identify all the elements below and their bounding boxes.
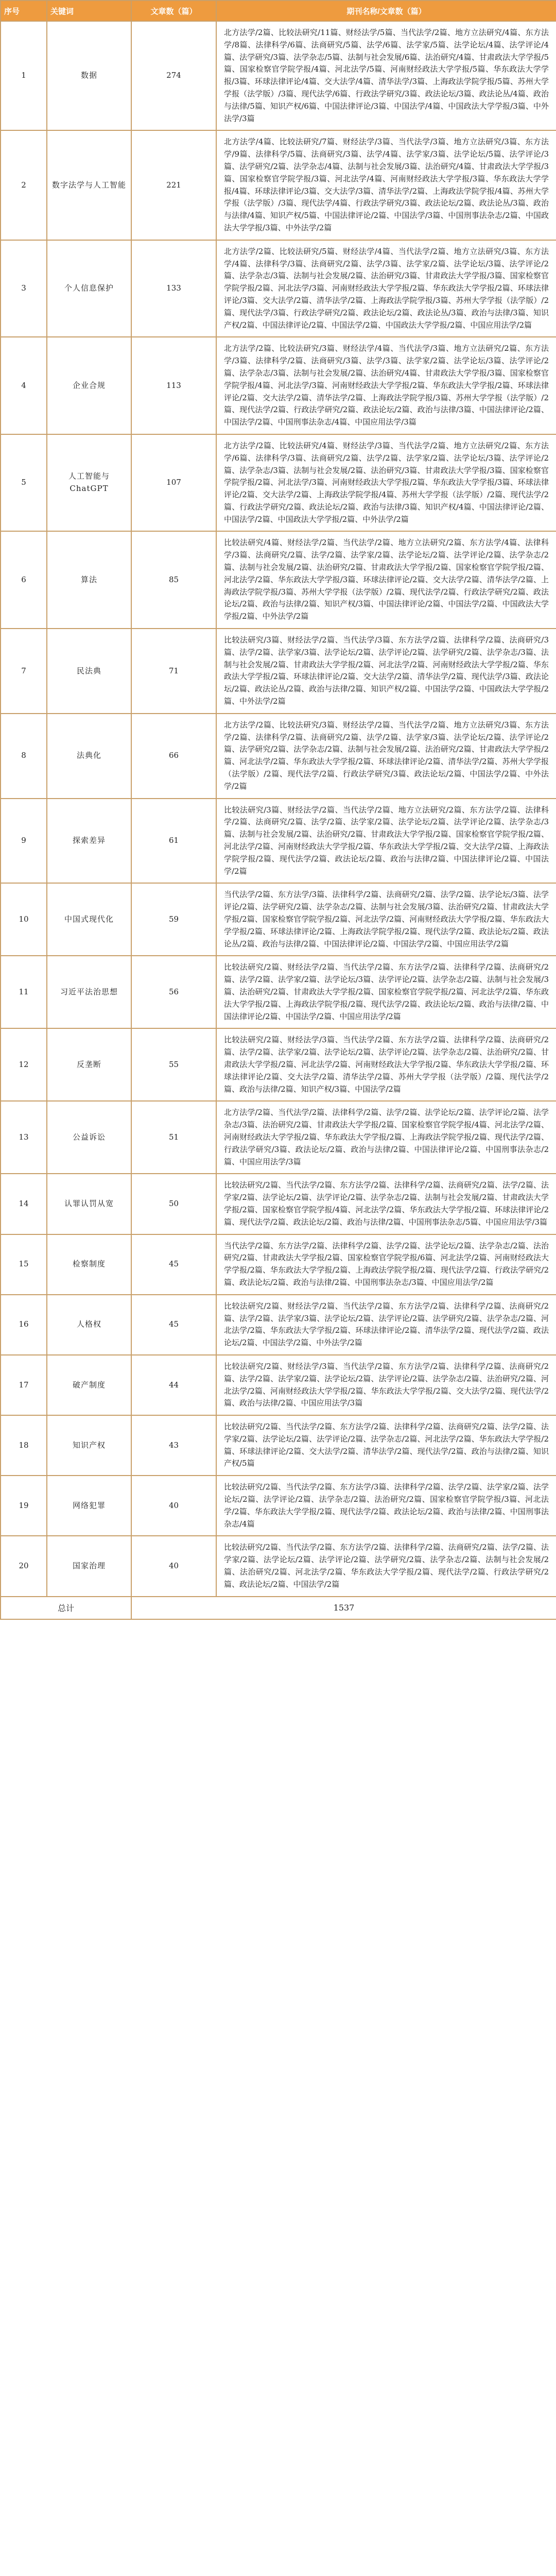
row-journal-list: 比较法研究/2篇、当代法学/2篇、东方法学/2篇、法律科学/2篇、法商研究/2篇、法学/2篇、法学家/2篇、法学论坛/2篇、法学评论/2篇、法学研究/2篇、法学杂志/2篇、法制与社会发展/2篇、法治研究/2篇、河北法学/2篇、华东政法大学学报/2篇、现代法学/2篇、行政法学研究/2篇、政法论坛/2篇、中国法学/2篇 (216, 1536, 556, 1596)
table-row (1, 714, 556, 799)
row-keyword: 认罪认罚从宽 (47, 1174, 131, 1234)
row-article-count: 133 (131, 240, 216, 337)
table-row (1, 240, 556, 337)
row-index: 3 (1, 240, 47, 337)
table-row (1, 1355, 556, 1415)
row-keyword: 网络犯罪 (47, 1476, 131, 1536)
row-journal-list: 比较法研究/3篇、财经法学/2篇、当代法学/3篇、东方法学/2篇、法律科学/2篇、法商研究/3篇、法学/2篇、法学家/3篇、法学论坛/2篇、法学评论/2篇、法学研究/2篇、法学杂志/3篇、法制与社会发展/2篇、甘肃政法大学学报/2篇、河北法学/2篇、河南财经政法大学学报/2篇、华东政法大学学报/2篇、环球法律评论/2篇、交大法学/2篇、清华法学/2篇、现代法学/3篇、政法论坛/2篇、政法论丛/2篇、政治与法律/2篇、知识产权/2篇、中国法学/2篇、中国政法大学学报/2篇、中外法学/2篇 (216, 629, 556, 714)
row-journal-list: 比较法研究/3篇、财经法学/2篇、当代法学/2篇、地方立法研究/2篇、东方法学/2篇、法律科学/2篇、法商研究/2篇、法学/2篇、法学家/2篇、法学论坛/2篇、法学评论/2篇、法学杂志/3篇、法制与社会发展/2篇、法治研究/2篇、甘肃政法大学学报/2篇、国家检察官学院学报/2篇、河北法学/2篇、河南财经政法大学学报/2篇、华东政法大学学报/2篇、交大法学/2篇、上海政法学院学报/2篇、现代法学/2篇、政法论坛/2篇、政治与法律/2篇、中国法律评论/2篇、中国法学/2篇 (216, 799, 556, 884)
row-journal-list: 北方法学/4篇、比较法研究/7篇、财经法学/3篇、当代法学/3篇、地方立法研究/3篇、东方法学/9篇、法律科学/5篇、法商研究/3篇、法学/4篇、法学家/3篇、法学论坛/5篇、法学评论/3篇、法学研究/2篇、法学杂志/4篇、法制与社会发展/3篇、法治研究/4篇、甘肃政法大学学报/3篇、国家检察官学院学报/3篇、河北法学/4篇、河南财经政法大学学报/3篇、华东政法大学学报/4篇、环球法律评论/3篇、交大法学/3篇、清华法学/2篇、上海政法学院学报/4篇、苏州大学学报（法学版）/3篇、现代法学/4篇、行政法学研究/3篇、政法论坛/2篇、政法论丛/3篇、政治与法律/4篇、知识产权/5篇、中国法律评论/2篇、中国法学/3篇、中国刑事法杂志/2篇、中国政法大学学报/3篇、中外法学/2篇 (216, 130, 556, 240)
row-article-count: 43 (131, 1415, 216, 1476)
row-journal-list: 北方法学/2篇、比较法研究/5篇、财经法学/4篇、当代法学/2篇、地方立法研究/3篇、东方法学/4篇、法律科学/3篇、法商研究/2篇、法学/3篇、法学家/2篇、法学论坛/3篇、法学评论/2篇、法学杂志/3篇、法制与社会发展/2篇、法治研究/3篇、甘肃政法大学学报/3篇、国家检察官学院学报/2篇、河北法学/3篇、河南财经政法大学学报/2篇、华东政法大学学报/2篇、环球法律评论/3篇、交大法学/2篇、清华法学/2篇、上海政法学院学报/3篇、苏州大学学报（法学版）/2篇、现代法学/3篇、行政法学研究/2篇、政法论坛/2篇、政法论丛/3篇、政治与法律/3篇、知识产权/2篇、中国法律评论/2篇、中国法学/2篇、中国政法大学学报/2篇、中国应用法学/2篇 (216, 240, 556, 337)
row-article-count: 45 (131, 1295, 216, 1355)
row-keyword: 人格权 (47, 1295, 131, 1355)
table-row (1, 1234, 556, 1295)
table-row (1, 629, 556, 714)
row-keyword: 国家治理 (47, 1536, 131, 1596)
row-article-count: 71 (131, 629, 216, 714)
row-journal-list: 比较法研究/2篇、当代法学/2篇、东方法学/2篇、法律科学/2篇、法商研究/2篇、法学/2篇、法学家/2篇、法学论坛/2篇、法学评论/2篇、法学杂志/2篇、河北法学/2篇、华东政法大学学报/2篇、环球法律评论/2篇、交大法学/2篇、清华法学/2篇、现代法学/2篇、政治与法律/2篇、知识产权/5篇 (216, 1415, 556, 1476)
row-index: 9 (1, 799, 47, 884)
row-index: 20 (1, 1536, 47, 1596)
row-journal-list: 比较法研究/2篇、财经法学/3篇、当代法学/2篇、东方法学/2篇、法律科学/2篇、法商研究/2篇、法学/2篇、法学家/2篇、法学论坛/2篇、法学评论/2篇、法学杂志/2篇、法治研究/2篇、甘肃政法大学学报/2篇、河北法学/2篇、河南财经政法大学学报/2篇、华东政法大学学报/2篇、环球法律评论/2篇、交大法学/2篇、清华法学/2篇、苏州大学学报（法学版）/2篇、现代法学/2篇、政治与法律/2篇、知识产权/3篇、中国法学/2篇 (216, 1028, 556, 1101)
table-row (1, 1028, 556, 1101)
row-keyword: 算法 (47, 531, 131, 629)
table-row (1, 531, 556, 629)
row-journal-list: 比较法研究/4篇、财经法学/2篇、当代法学/2篇、地方立法研究/2篇、东方法学/4篇、法律科学/3篇、法商研究/2篇、法学/2篇、法学家/2篇、法学论坛/2篇、法学评论/2篇、法学杂志/2篇、法制与社会发展/2篇、法治研究/2篇、甘肃政法大学学报/2篇、国家检察官学院学报/2篇、河北法学/2篇、华东政法大学学报/3篇、环球法律评论/2篇、交大法学/2篇、清华法学/2篇、上海政法学院学报/3篇、苏州大学学报（法学版）/2篇、现代法学/2篇、行政法学研究/2篇、政法论坛/2篇、政治与法律/2篇、知识产权/3篇、中国法律评论/2篇、中国法学/2篇、中国政法大学学报/2篇、中外法学/2篇 (216, 531, 556, 629)
row-journal-list: 当代法学/2篇、东方法学/3篇、法律科学/2篇、法商研究/2篇、法学/2篇、法学论坛/3篇、法学评论/2篇、法学研究/2篇、法学杂志/2篇、法制与社会发展/3篇、法治研究/2篇、甘肃政法大学学报/2篇、国家检察官学院学报/2篇、河北法学/2篇、河南财经政法大学学报/2篇、华东政法大学学报/2篇、环球法律评论/2篇、上海政法学院学报/2篇、现代法学/2篇、政法论坛/2篇、政法论丛/2篇、政治与法律/2篇、中国法律评论/2篇、中国法学/2篇、中国应用法学/2篇 (216, 883, 556, 956)
row-article-count: 55 (131, 1028, 216, 1101)
row-keyword: 人工智能与ChatGPT (47, 434, 131, 532)
row-keyword: 企业合规 (47, 337, 131, 434)
row-journal-list: 比较法研究/2篇、当代法学/2篇、东方法学/2篇、法律科学/2篇、法商研究/2篇、法学/2篇、法学家/2篇、法学论坛/2篇、法学评论/2篇、法学杂志/2篇、法制与社会发展/2篇、甘肃政法大学学报/2篇、国家检察官学院学报/4篇、河北法学/2篇、华东政法大学学报/2篇、环球法律评论/2篇、现代法学/2篇、政法论坛/2篇、政治与法律/2篇、中国刑事法杂志/5篇、中国应用法学/3篇 (216, 1174, 556, 1234)
row-index: 6 (1, 531, 47, 629)
table-row (1, 1295, 556, 1355)
row-index: 18 (1, 1415, 47, 1476)
table-row (1, 1415, 556, 1476)
table-row (1, 1174, 556, 1234)
row-keyword: 破产制度 (47, 1355, 131, 1415)
table-row (1, 883, 556, 956)
row-article-count: 45 (131, 1234, 216, 1295)
row-keyword: 公益诉讼 (47, 1101, 131, 1174)
total-row (1, 1597, 556, 1619)
table-row (1, 799, 556, 884)
row-keyword: 民法典 (47, 629, 131, 714)
row-article-count: 107 (131, 434, 216, 532)
row-index: 15 (1, 1234, 47, 1295)
header-count: 文章数（篇） (131, 1, 216, 21)
row-journal-list: 比较法研究/2篇、当代法学/2篇、东方法学/3篇、法律科学/2篇、法学/2篇、法学家/2篇、法学论坛/2篇、法学评论/2篇、法学杂志/2篇、法治研究/2篇、国家检察官学院学报/3篇、河北法学/2篇、华东政法大学学报/2篇、现代法学/2篇、政法论坛/2篇、政治与法律/2篇、中国刑事法杂志/4篇 (216, 1476, 556, 1536)
row-index: 14 (1, 1174, 47, 1234)
row-journal-list: 比较法研究/2篇、财经法学/2篇、当代法学/2篇、东方法学/2篇、法律科学/2篇、法商研究/2篇、法学/2篇、法学家/2篇、法学论坛/3篇、法学评论/2篇、法学杂志/2篇、法制与社会发展/3篇、法治研究/2篇、甘肃政法大学学报/2篇、国家检察官学院学报/2篇、河北法学/2篇、华东政法大学学报/2篇、上海政法学院学报/2篇、现代法学/2篇、政法论坛/2篇、政治与法律/2篇、中国法律评论/2篇、中国法学/2篇、中国应用法学/2篇 (216, 956, 556, 1028)
table-body (1, 21, 556, 1597)
row-article-count: 66 (131, 714, 216, 799)
table-row (1, 434, 556, 532)
header-index: 序号 (1, 1, 47, 21)
row-index: 5 (1, 434, 47, 532)
row-journal-list: 北方法学/2篇、比较法研究/11篇、财经法学/5篇、当代法学/2篇、地方立法研究/4篇、东方法学/8篇、法律科学/6篇、法商研究/5篇、法学/6篇、法学家/5篇、法学论坛/4篇、法学评论/4篇、法学研究/3篇、法学杂志/5篇、法制与社会发展/6篇、法治研究/4篇、甘肃政法大学学报/5篇、国家检察官学院学报/4篇、河北法学/5篇、河南财经政法大学学报/5篇、华东政法大学学报/3篇、环球法律评论/4篇、交大法学/4篇、清华法学/3篇、上海政法学院学报/5篇、苏州大学学报（法学版）/3篇、现代法学/6篇、行政法学研究/3篇、政法论坛/3篇、政法论丛/4篇、政治与法律/5篇、知识产权/6篇、中国法律评论/3篇、中国法学/4篇、中国政法大学学报/3篇、中外法学/3篇 (216, 21, 556, 130)
row-article-count: 221 (131, 130, 216, 240)
row-journal-list: 北方法学/2篇、比较法研究/4篇、财经法学/3篇、当代法学/2篇、地方立法研究/2篇、东方法学/6篇、法律科学/3篇、法商研究/2篇、法学/2篇、法学家/2篇、法学论坛/3篇、法学评论/2篇、法学杂志/3篇、法制与社会发展/2篇、法治研究/3篇、甘肃政法大学学报/3篇、国家检察官学院学报/2篇、河北法学/3篇、河南财经政法大学学报/2篇、华东政法大学学报/3篇、环球法律评论/2篇、交大法学/2篇、上海政法学院学报/4篇、苏州大学学报（法学版）/2篇、现代法学/2篇、行政法学研究/2篇、政法论坛/2篇、政治与法律/3篇、知识产权/4篇、中国法律评论/2篇、中国法学/2篇、中国政法大学学报/2篇、中外法学/2篇 (216, 434, 556, 532)
row-keyword: 个人信息保护 (47, 240, 131, 337)
row-journal-list: 北方法学/2篇、比较法研究/3篇、财经法学/4篇、当代法学/3篇、地方立法研究/2篇、东方法学/3篇、法律科学/2篇、法商研究/3篇、法学/3篇、法学家/2篇、法学论坛/3篇、法学评论/2篇、法学杂志/3篇、法制与社会发展/2篇、法治研究/4篇、甘肃政法大学学报/3篇、国家检察官学院学报/4篇、河北法学/3篇、河南财经政法大学学报/2篇、华东政法大学学报/2篇、环球法律评论/2篇、交大法学/2篇、清华法学/2篇、上海政法学院学报/3篇、苏州大学学报（法学版）/2篇、现代法学/2篇、行政法学研究/2篇、政法论坛/2篇、政治与法律/3篇、中国法律评论/2篇、中国法学/2篇、中国刑事法杂志/4篇、中国应用法学/3篇 (216, 337, 556, 434)
row-article-count: 85 (131, 531, 216, 629)
row-journal-list: 当代法学/2篇、东方法学/2篇、法律科学/2篇、法学/2篇、法学论坛/2篇、法学杂志/2篇、法治研究/2篇、甘肃政法大学学报/2篇、国家检察官学院学报/6篇、河北法学/2篇、河南财经政法大学学报/2篇、华东政法大学学报/2篇、上海政法学院学报/2篇、现代法学/2篇、行政法学研究/2篇、政法论坛/2篇、政治与法律/2篇、中国刑事法杂志/3篇、中国应用法学/2篇 (216, 1234, 556, 1295)
total-value: 1537 (131, 1597, 556, 1619)
row-keyword: 数字法学与人工智能 (47, 130, 131, 240)
table-row (1, 1536, 556, 1596)
row-article-count: 40 (131, 1536, 216, 1596)
row-keyword: 法典化 (47, 714, 131, 799)
row-keyword: 探索差异 (47, 799, 131, 884)
row-article-count: 274 (131, 21, 216, 130)
row-index: 16 (1, 1295, 47, 1355)
row-keyword: 检察制度 (47, 1234, 131, 1295)
row-keyword: 数据 (47, 21, 131, 130)
row-journal-list: 比较法研究/2篇、财经法学/3篇、当代法学/2篇、东方法学/2篇、法律科学/2篇、法商研究/2篇、法学/2篇、法学家/2篇、法学论坛/2篇、法学评论/2篇、法学杂志/2篇、法治研究/2篇、河北法学/2篇、河南财经政法大学学报/2篇、华东政法大学学报/2篇、交大法学/2篇、现代法学/2篇、政治与法律/2篇、中国应用法学/3篇 (216, 1355, 556, 1415)
row-index: 4 (1, 337, 47, 434)
row-journal-list: 比较法研究/2篇、财经法学/2篇、当代法学/2篇、东方法学/2篇、法律科学/2篇、法商研究/2篇、法学/2篇、法学家/3篇、法学论坛/2篇、法学评论/2篇、法学研究/2篇、法学杂志/2篇、河北法学/2篇、华东政法大学学报/2篇、环球法律评论/2篇、清华法学/2篇、现代法学/2篇、政法论坛/2篇、中国法学/2篇、中外法学/2篇 (216, 1295, 556, 1355)
table-row (1, 956, 556, 1028)
row-article-count: 51 (131, 1101, 216, 1174)
row-article-count: 40 (131, 1476, 216, 1536)
table-row (1, 337, 556, 434)
row-journal-list: 北方法学/2篇、当代法学/2篇、法律科学/2篇、法学/2篇、法学论坛/2篇、法学评论/2篇、法学杂志/3篇、法治研究/2篇、甘肃政法大学学报/2篇、国家检察官学院学报/4篇、河北法学/2篇、河南财经政法大学学报/2篇、华东政法大学学报/2篇、上海政法学院学报/2篇、现代法学/2篇、行政法学研究/3篇、政法论坛/2篇、政治与法律/2篇、中国法律评论/2篇、中国刑事法杂志/2篇、中国应用法学/3篇 (216, 1101, 556, 1174)
row-article-count: 61 (131, 799, 216, 884)
row-index: 11 (1, 956, 47, 1028)
row-keyword: 中国式现代化 (47, 883, 131, 956)
row-index: 17 (1, 1355, 47, 1415)
row-index: 1 (1, 21, 47, 130)
row-article-count: 59 (131, 883, 216, 956)
row-index: 12 (1, 1028, 47, 1101)
table-header (1, 1, 556, 21)
row-index: 10 (1, 883, 47, 956)
row-index: 19 (1, 1476, 47, 1536)
row-index: 8 (1, 714, 47, 799)
row-journal-list: 北方法学/2篇、比较法研究/3篇、财经法学/2篇、当代法学/2篇、地方立法研究/3篇、东方法学/2篇、法律科学/2篇、法商研究/2篇、法学/2篇、法学家/3篇、法学论坛/2篇、法学评论/2篇、法学研究/2篇、法学杂志/2篇、法制与社会发展/2篇、法治研究/2篇、甘肃政法大学学报/2篇、河北法学/2篇、华东政法大学学报/2篇、环球法律评论/2篇、清华法学/2篇、苏州大学学报（法学版）/2篇、现代法学/2篇、行政法学研究/3篇、政法论坛/2篇、中国法学/2篇、中外法学/2篇 (216, 714, 556, 799)
row-article-count: 56 (131, 956, 216, 1028)
header-journals: 期刊名称/文章数（篇） (216, 1, 556, 21)
row-article-count: 50 (131, 1174, 216, 1234)
table-row (1, 21, 556, 130)
row-index: 7 (1, 629, 47, 714)
row-article-count: 44 (131, 1355, 216, 1415)
total-label: 总计 (1, 1597, 131, 1619)
header-keyword: 关键词 (47, 1, 131, 21)
row-keyword: 知识产权 (47, 1415, 131, 1476)
table-row (1, 130, 556, 240)
row-article-count: 113 (131, 337, 216, 434)
table-row (1, 1476, 556, 1536)
table-row (1, 1101, 556, 1174)
row-keyword: 反垄断 (47, 1028, 131, 1101)
row-keyword: 习近平法治思想 (47, 956, 131, 1028)
row-index: 13 (1, 1101, 47, 1174)
row-index: 2 (1, 130, 47, 240)
